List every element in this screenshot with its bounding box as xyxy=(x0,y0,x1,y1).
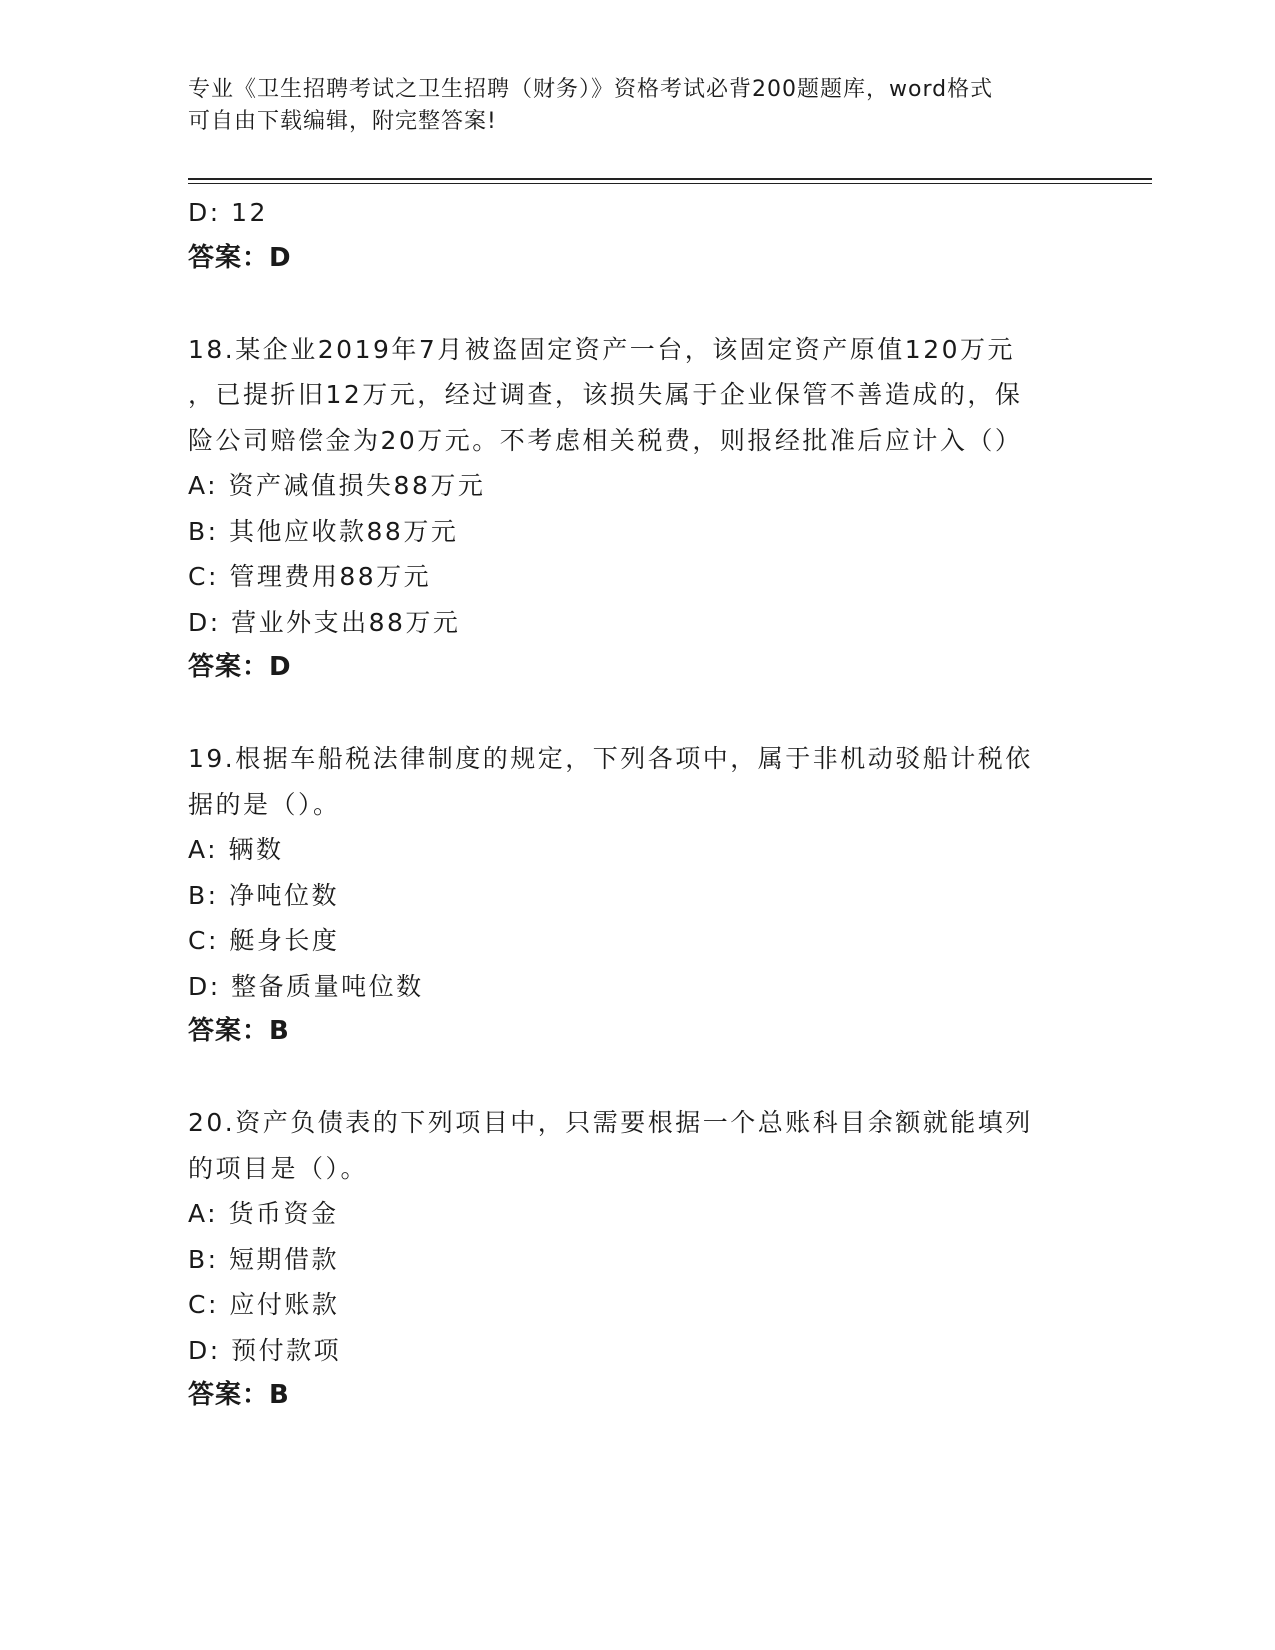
header-line-2: 可自由下载编辑，附完整答案! xyxy=(188,109,497,134)
option-b: B: 其他应收款88万元 xyxy=(188,516,459,546)
header-divider-thick xyxy=(188,178,1152,180)
question-20 xyxy=(188,1100,1088,1419)
option-c: C: 艇身长度 xyxy=(188,926,340,955)
question-text-line: 险公司赔偿金为20万元。不考虑相关税费，则报经批准后应计入（） xyxy=(188,425,1023,455)
option-d: D: 整备质量吨位数 xyxy=(188,971,424,1001)
spacer xyxy=(188,691,1088,737)
option-b: B: 净吨位数 xyxy=(188,880,340,910)
spacer xyxy=(188,281,1088,327)
answer: 答案：D xyxy=(188,242,292,273)
question-text-line: 的项目是（）。 xyxy=(188,1153,369,1183)
question-text-line: 19.根据车船税法律制度的规定，下列各项中，属于非机动驳船计税依 xyxy=(188,744,1033,773)
question-text-line: ，已提折旧12万元，经过调查，该损失属于企业保管不善造成的，保 xyxy=(188,380,1023,409)
option-a: A: 货币资金 xyxy=(188,1199,339,1228)
option-d: D: 12 xyxy=(188,198,268,227)
option-d: D: 营业外支出88万元 xyxy=(188,607,461,637)
spacer xyxy=(188,1055,1088,1101)
option-c: C: 应付账款 xyxy=(188,1290,340,1319)
question-text-line: 据的是（）。 xyxy=(188,789,341,819)
previous-question-tail xyxy=(188,190,1088,281)
option-a: A: 辆数 xyxy=(188,835,284,864)
option-c: C: 管理费用88万元 xyxy=(188,562,432,591)
option-d: D: 预付款项 xyxy=(188,1335,342,1365)
answer: 答案：D xyxy=(188,652,292,682)
header-line-1: 专业《卫生招聘考试之卫生招聘（财务）》资格考试必背200题题库，word格式 xyxy=(188,77,994,102)
question-18 xyxy=(188,327,1088,691)
document-header xyxy=(188,74,1068,138)
answer: 答案：B xyxy=(188,1380,290,1410)
question-text-line: 18.某企业2019年7月被盗固定资产一台，该固定资产原值120万元 xyxy=(188,334,1016,364)
answer: 答案：B xyxy=(188,1016,290,1046)
document-body xyxy=(188,190,1088,1419)
question-19 xyxy=(188,736,1088,1055)
option-b: B: 短期借款 xyxy=(188,1244,340,1274)
header-divider-thin xyxy=(188,183,1152,184)
option-a: A: 资产减值损失88万元 xyxy=(188,471,486,500)
question-text-line: 20.资产负债表的下列项目中，只需要根据一个总账科目余额就能填列 xyxy=(188,1108,1033,1137)
